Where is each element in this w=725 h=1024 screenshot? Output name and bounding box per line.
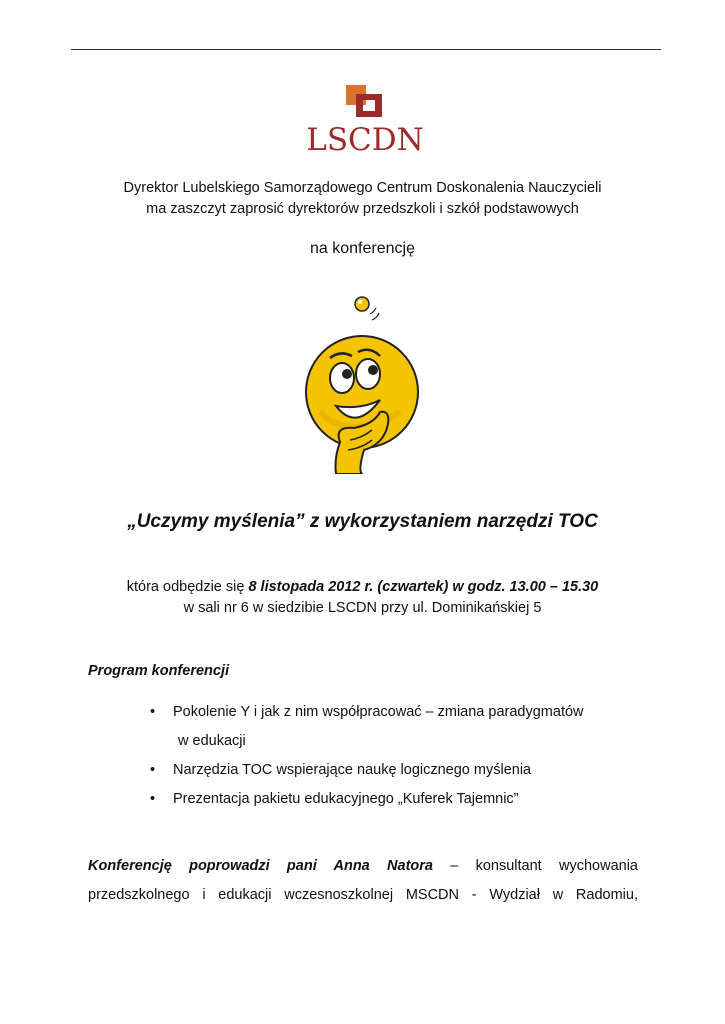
host-line-1: [88, 852, 638, 881]
top-rule: [71, 49, 661, 50]
event-when: [0, 577, 725, 619]
thinking-smiley-icon: [290, 292, 430, 474]
intro-text: [0, 178, 725, 220]
event-when-prefix: która odbędzie się: [126, 579, 249, 595]
event-title: „Uczymy myślenia” z wykorzystaniem narzędzi TOC: [127, 511, 598, 532]
logo-text: LSCDN: [306, 122, 424, 158]
bullet-icon: •: [150, 762, 156, 778]
host-paragraph: [88, 852, 638, 910]
na-konferencje: na konferencję: [310, 240, 415, 257]
bullet-icon: •: [150, 704, 156, 720]
event-date: 8 listopada 2012 r. (czwartek) w godz. 13.00 – 15.30: [248, 579, 599, 595]
list-item: [150, 789, 584, 810]
logo-mark-icon: [344, 84, 384, 118]
intro-line-2: ma zaszczyt zaprosić dyrektorów przedszkoli i szkół podstawowych: [146, 201, 579, 217]
program-item-text: Prezentacja pakietu edukacyjnego „Kuferek Tajemnic”: [173, 791, 519, 807]
program-heading: Program konferencji: [88, 663, 230, 679]
host-line-1-rest: – konsultant wychowania: [432, 858, 638, 874]
program-list: [150, 702, 584, 818]
program-item-continuation: w edukacji: [178, 733, 246, 749]
event-date-line: [0, 577, 725, 598]
lscdn-logo: [300, 84, 430, 159]
program-item-text: Narzędzia TOC wspierające naukę logicznego myślenia: [173, 762, 532, 778]
program-item-text: Pokolenie Y i jak z nim współpracować – zmiana paradygmatów: [173, 704, 584, 720]
list-item: [150, 702, 584, 752]
event-location: w sali nr 6 w siedzibie LSCDN przy ul. Dominikańskiej 5: [183, 600, 542, 616]
host-line-2: przedszkolnego i edukacji wczesnoszkolnej MSCDN - Wydział w Radomiu,: [88, 887, 638, 903]
host-lead: Konferencję poprowadzi pani Anna Natora: [88, 858, 433, 874]
intro-line-1: Dyrektor Lubelskiego Samorządowego Centrum Doskonalenia Nauczycieli: [123, 180, 602, 196]
bullet-icon: •: [150, 791, 156, 807]
list-item: [150, 760, 584, 781]
